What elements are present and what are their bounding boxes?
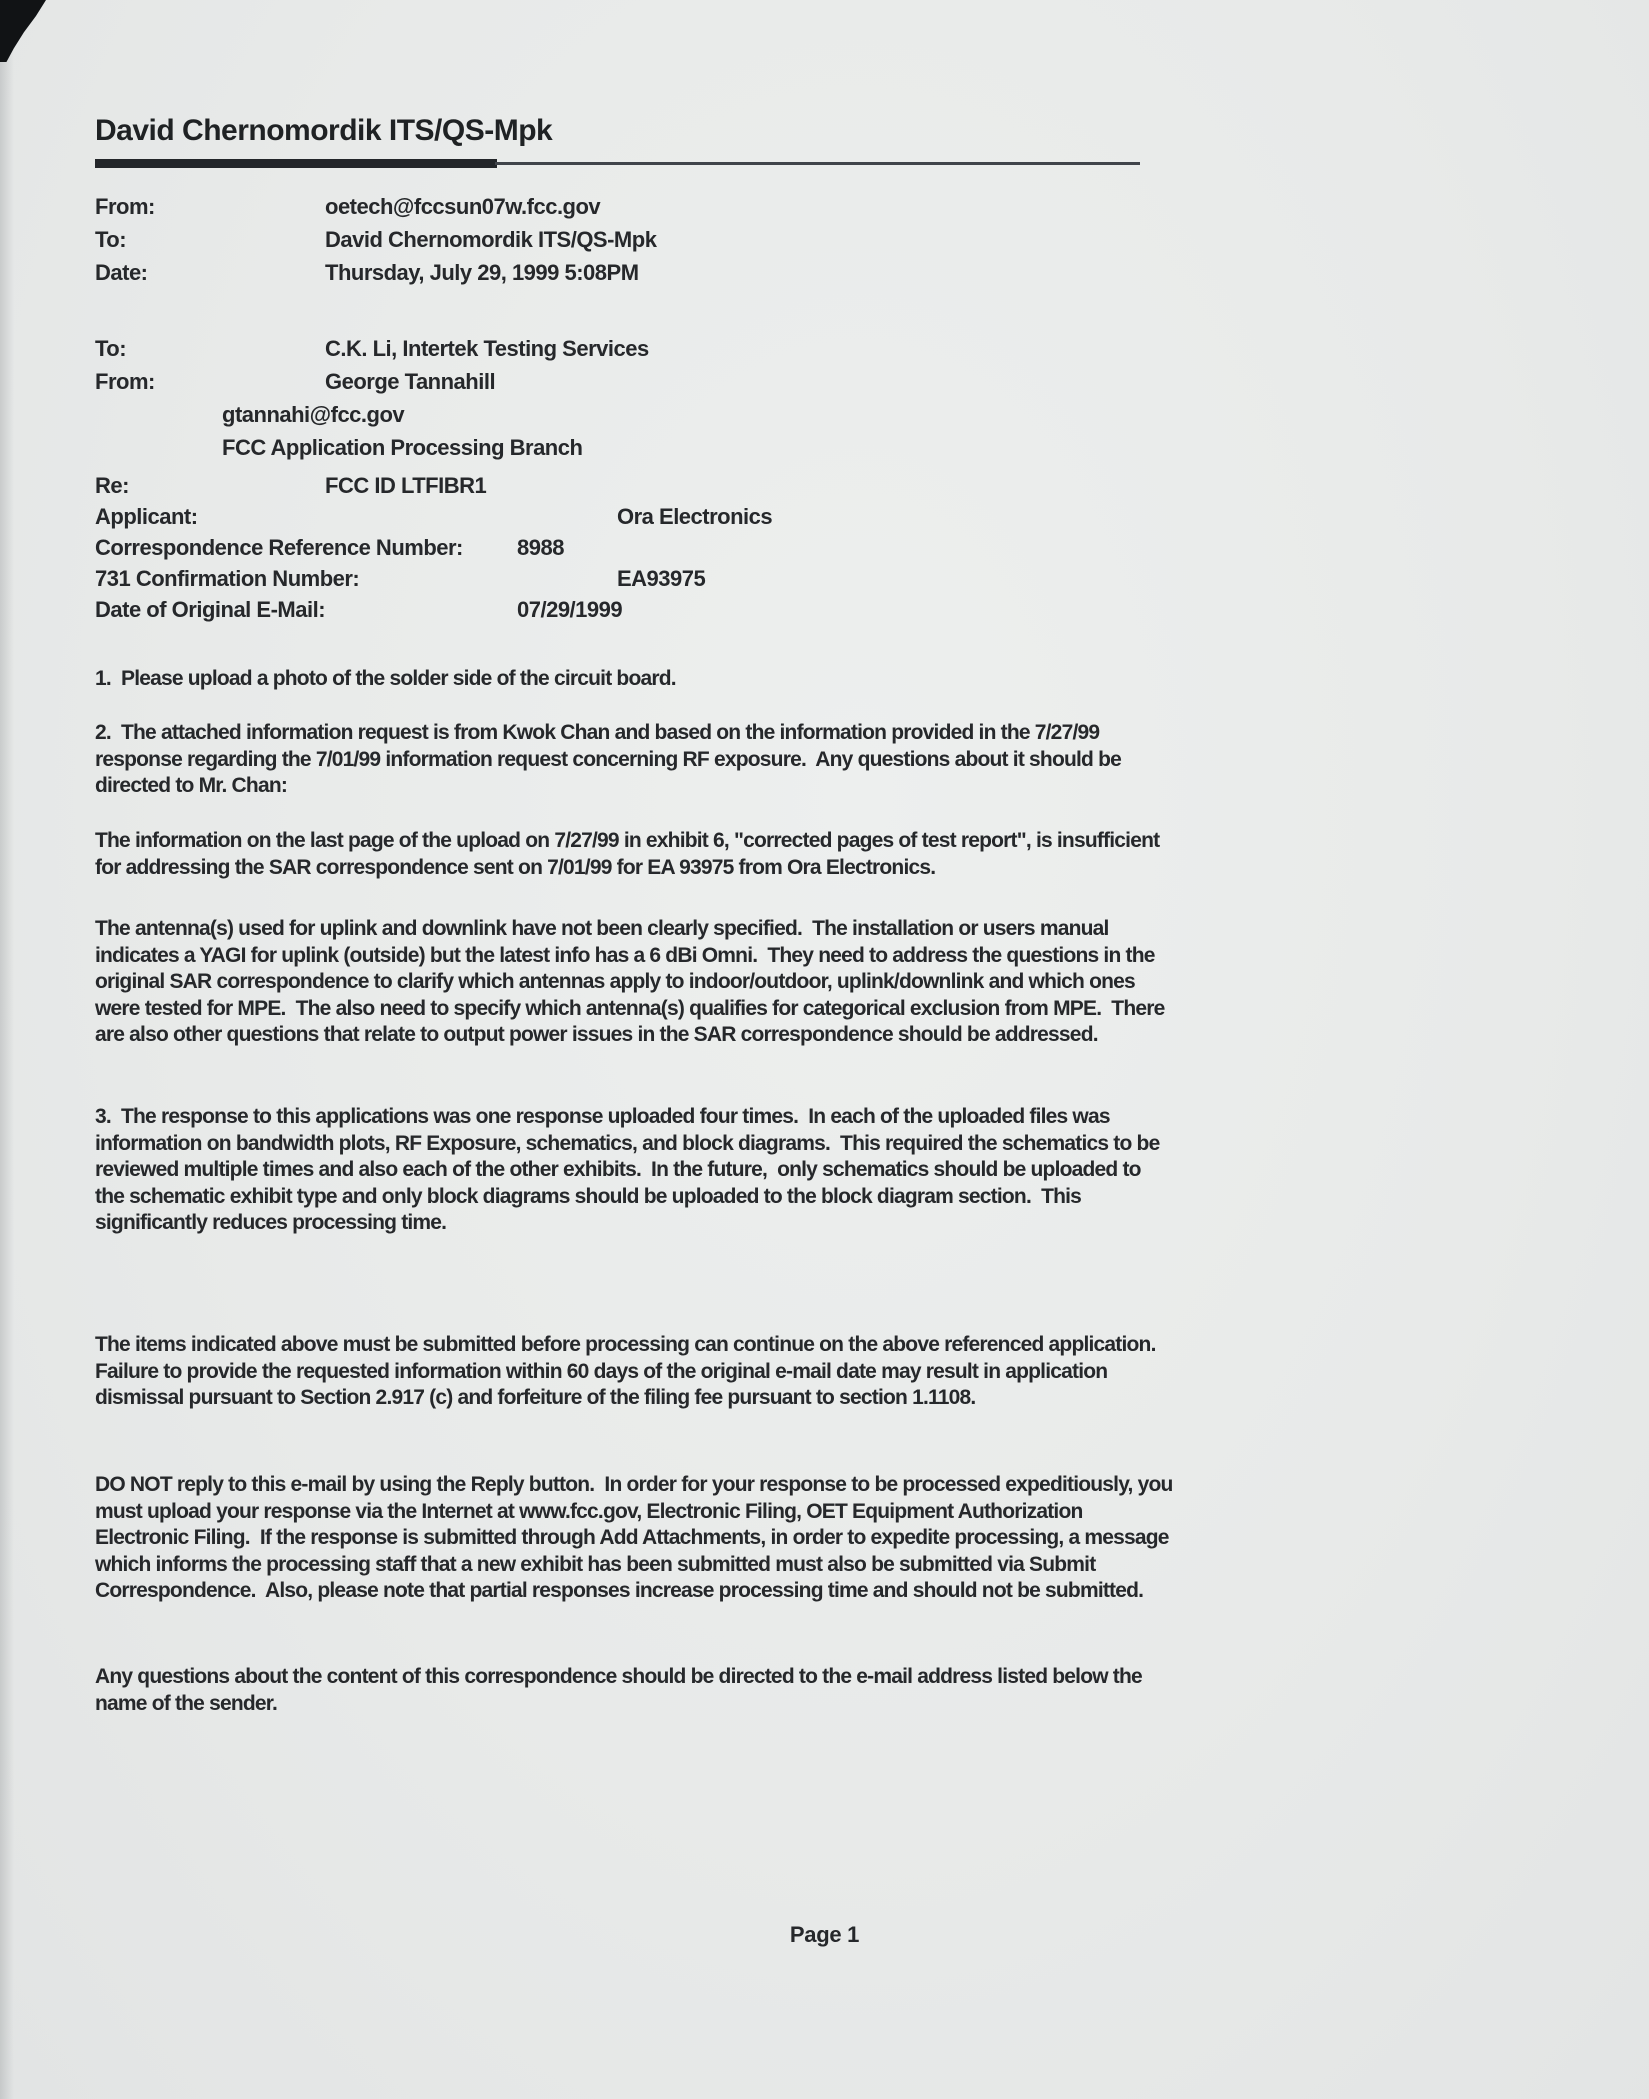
re-value: FCC ID LTFIBR1 <box>325 473 487 498</box>
fwd-to-label: To: <box>95 336 127 361</box>
field-row-correspondence-ref <box>95 535 1170 566</box>
re-label: Re: <box>95 473 129 498</box>
body-paragraph-item-2: 2. The attached information request is from Kwok Chan and based on the information provided in the 7/27/99 response regarding the 7/01/99 information request concerning RF exposure. Any questions about it should be directed to Mr. Chan: <box>95 721 1127 797</box>
field-row-fwd-from <box>95 369 1170 402</box>
field-row-from <box>95 194 1170 227</box>
reference-block <box>95 473 1170 628</box>
email-header-block <box>95 194 1170 293</box>
confirmation-number-label: 731 Confirmation Number: <box>95 566 360 591</box>
page-number-footer: Page 1 <box>789 1922 860 1947</box>
field-row-applicant <box>95 504 1170 535</box>
page-title: David Chernomordik ITS/QS-Mpk <box>95 114 553 147</box>
original-email-date-value: 07/29/1999 <box>517 597 623 622</box>
applicant-value: Ora Electronics <box>617 504 773 529</box>
body-paragraph-sar-insufficient: The information on the last page of the upload on 7/27/99 in exhibit 6, "corrected pages of test report", is insufficient for addressing the SAR correspondence sent on 7/01/99 for EA 93975 from Ora Electronics. <box>95 829 1165 879</box>
fwd-from-value: George Tannahill <box>325 369 496 394</box>
body-paragraph-do-not-reply: DO NOT reply to this e-mail by using the Reply button. In order for your response to be processed expeditiously, you must upload your response via the Internet at www.fcc.gov, Electronic Filing, OET Equipment Authorization Electronic Filing. If the response is submitted through Add Attachments, in order to expedite processing, a message which informs the processing staff that a new exhibit has been submitted must also be submitted via Submit Correspondence. Also, please note that partial responses increase processing time and should not be submitted. <box>95 1473 1178 1602</box>
correspondence-ref-value: 8988 <box>517 535 564 560</box>
body-paragraph-item-1: 1. Please upload a photo of the solder side of the circuit board. <box>95 667 676 690</box>
field-row-date <box>95 260 1170 293</box>
body-paragraph-submission-deadline: The items indicated above must be submitted before processing can continue on the above referenced application. Failure to provide the requested information within 60 days of the original e-mail date may result in application dismissal pursuant to Section 2.917 (c) and forfeiture of the filing fee pursuant to section 1.1108. <box>95 1333 1166 1409</box>
confirmation-number-value: EA93975 <box>617 566 706 591</box>
from-label: From: <box>95 194 155 219</box>
applicant-label: Applicant: <box>95 504 198 529</box>
date-value: Thursday, July 29, 1999 5:08PM <box>325 260 639 285</box>
sender-email-line: gtannahi@fcc.gov <box>222 402 405 427</box>
title-rule-thick-segment <box>95 159 497 168</box>
field-row-confirmation-number <box>95 566 1170 597</box>
title-rule-thin-segment <box>495 162 1140 165</box>
to-label: To: <box>95 227 127 252</box>
body-paragraph-item-3: 3. The response to this applications was one response uploaded four times. In each of the uploaded files was information on bandwidth plots, RF Exposure, schematics, and block diagrams. This required the schematics to be reviewed multiple times and also each of the other exhibits. In the future, only schematics should be uploaded to the schematic exhibit type and only block diagrams should be uploaded to the block diagram section. This significantly reduces processing time. <box>95 1105 1165 1234</box>
field-row-fwd-to <box>95 336 1170 369</box>
field-row-re <box>95 473 1170 504</box>
original-email-date-label: Date of Original E-Mail: <box>95 597 326 622</box>
body-paragraph-antennas: The antenna(s) used for uplink and downlink have not been clearly specified. The installation or users manual indicates a YAGI for uplink (outside) but the latest info has a 6 dBi Omni. They need to address the questions in the original SAR correspondence to clarify which antennas apply to indoor/outdoor, uplink/downlink and which ones were tested for MPE. The also need to specify which antenna(s) qualifies for categorical exclusion from MPE. There are also other questions that relate to output power issues in the SAR correspondence should be addressed. <box>95 917 1170 1046</box>
to-value: David Chernomordik ITS/QS-Mpk <box>325 227 657 252</box>
date-label: Date: <box>95 260 148 285</box>
field-row-to <box>95 227 1170 260</box>
forwarded-message-header-block <box>95 336 1170 468</box>
from-value: oetech@fccsun07w.fcc.gov <box>325 194 601 219</box>
correspondence-ref-label: Correspondence Reference Number: <box>95 535 463 560</box>
field-row-original-email-date <box>95 597 1170 628</box>
scan-corner-artifact <box>0 0 46 62</box>
title-rule <box>95 159 1140 169</box>
fwd-to-value: C.K. Li, Intertek Testing Services <box>325 336 649 361</box>
sender-branch-line: FCC Application Processing Branch <box>222 435 583 460</box>
fwd-from-label: From: <box>95 369 155 394</box>
body-paragraph-questions: Any questions about the content of this correspondence should be directed to the e-mail address listed below the name of the sender. <box>95 1665 1147 1715</box>
